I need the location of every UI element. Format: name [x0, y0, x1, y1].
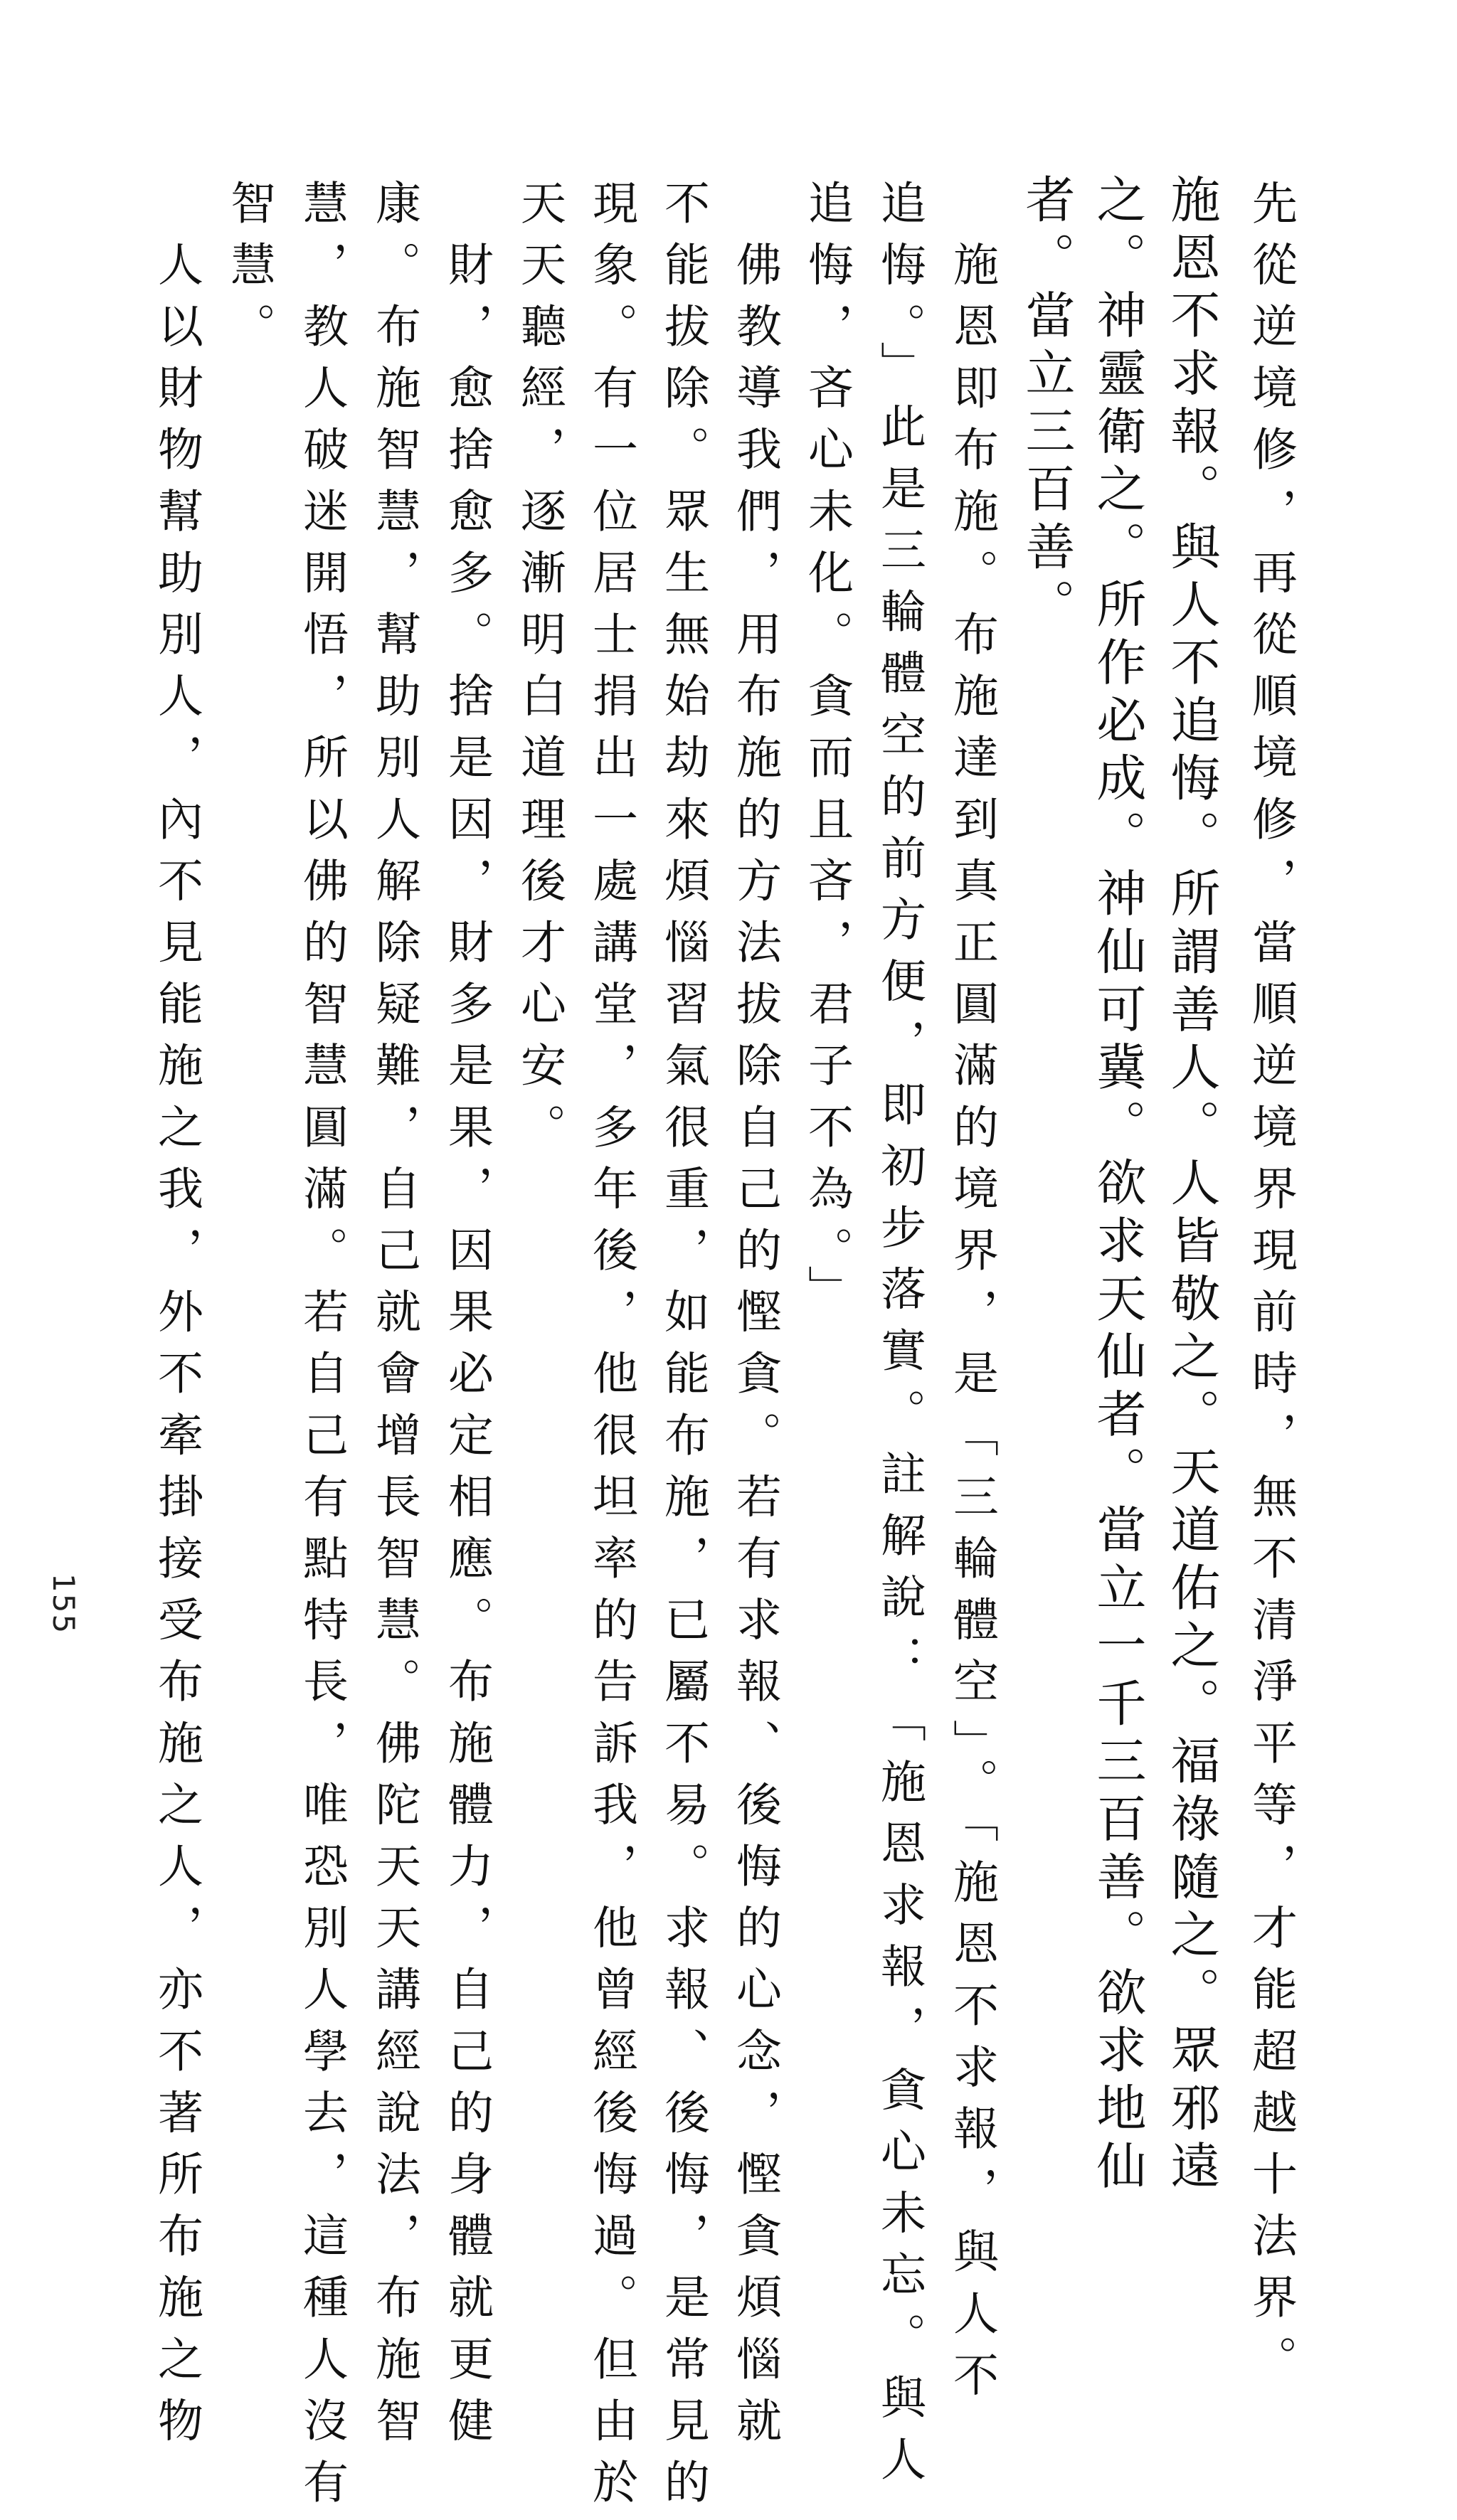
text-column-6: 追悔。」此是三輪體空的前方便，即初步落實。註解說：「施恩求報，貪心未忘。與人	[873, 179, 926, 2497]
text-column-7: 追悔，吝心未化。貪而且吝，君子不為。」	[800, 179, 853, 1327]
text-column-10: 現象。有一位居士捐出一處講堂，多年後，他很坦率的告訴我，他曾經後悔過。但由於	[585, 179, 637, 2520]
text-column-15: 智慧。	[223, 179, 275, 364]
page-number: 155	[46, 1573, 81, 1635]
text-column-11: 天天聽經，逐漸明白道理後才心安。	[513, 179, 566, 1165]
text-column-12: 財，愈捨愈多。捨是因，財多是果，因果必定相應。布施體力，自己的身體就更健	[440, 179, 493, 2459]
text-column-5: 施恩即布施。布施達到真正圓滿的境界，是「三輪體空」。「施恩不求報，與人不	[945, 179, 998, 2413]
text-column-4: 者。當立三百善。	[1017, 174, 1076, 637]
text-column-14: 慧，教人破迷開悟，所以佛的智慧圓滿。若自己有點特長，唯恐別人學去，這種人沒有	[295, 179, 348, 2520]
text-column-16: 人以財物幫助別人，內不見能施之我，外不牽掛接受布施之人，亦不著所布施之物	[150, 179, 203, 2459]
text-column-9: 不能拔除。眾生無始劫來煩惱習氣很重，如能布施，已屬不易。求報、後悔，是常見的	[657, 179, 709, 2520]
text-column-13: 康。布施智慧，幫助別人解除疑難，自己就會增長智慧。佛陀天天講經說法，布施智	[368, 179, 420, 2459]
text-column-3: 之。神靈衛之。所作必成。神仙可冀。欲求天仙者。當立一千三百善。欲求地仙	[1088, 174, 1147, 2198]
text-column-1: 先從逆境修，再從順境修，當順逆境界現前時，無不清淨平等，才能超越十法界。	[1244, 179, 1297, 2397]
text-column-2: 施恩不求報。與人不追悔。所謂善人。人皆敬之。天道佑之。福祿隨之。眾邪遠	[1162, 174, 1221, 2198]
text-column-8: 佛教導我們，用布施的方法拔除自己的慳貪。若有求報、後悔的心念，慳貪煩惱就	[728, 179, 781, 2459]
